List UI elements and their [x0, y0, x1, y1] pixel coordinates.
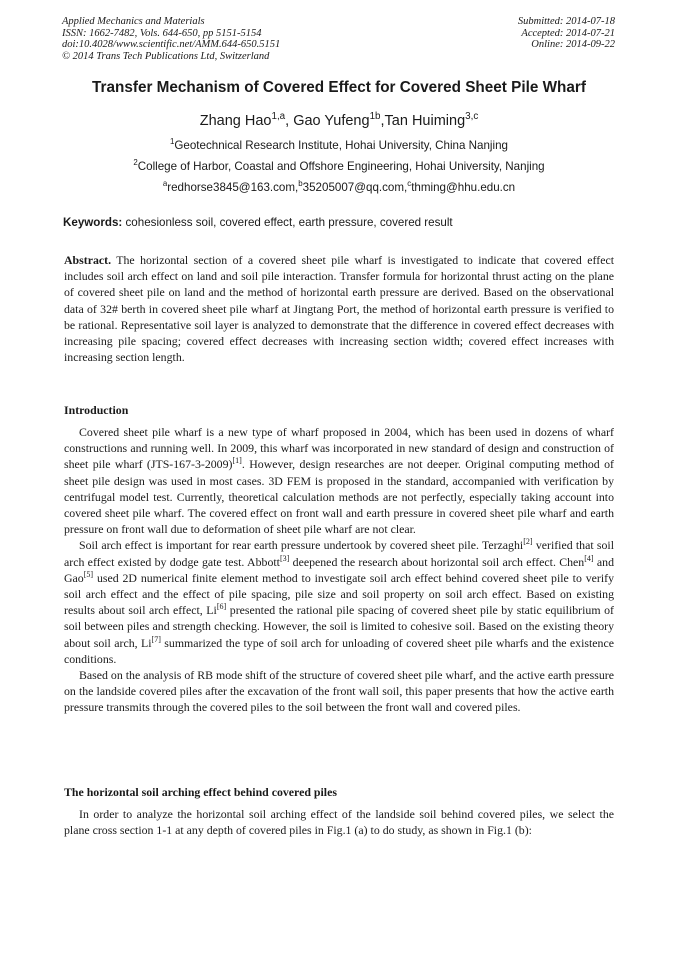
- affiliation-text: College of Harbor, Coastal and Offshore Engineering, Hohai University, Nanjing: [137, 160, 545, 173]
- citation-ref: [5]: [83, 569, 94, 579]
- author-name: Tan Huiming: [384, 113, 466, 129]
- affil-mark: 1: [170, 137, 175, 147]
- paragraph: In order to analyze the horizontal soil arching effect of the landside soil behind covered piles, we select the plane cross section 1-1 at any depth of covered piles in Fig.1 (a) to do study, as shown in Fig.1 (b):: [64, 807, 614, 838]
- doi-line: doi:10.4028/www.scientific.net/AMM.644-650.5151: [62, 39, 281, 51]
- affiliation-2: [30, 160, 648, 173]
- citation-ref: [1]: [232, 456, 242, 466]
- text-run: summarized the type of soil arch for unloading of covered sheet pile wharfs and the existence conditions.: [64, 635, 614, 666]
- issn-line: ISSN: 1662-7482, Vols. 644-650, pp 5151-5154: [62, 27, 262, 39]
- text-run: verified that soil arch effect existed by dodge gate test. Abbott: [64, 538, 614, 569]
- keywords-label: Keywords:: [63, 216, 123, 229]
- submission-dates: [518, 16, 615, 51]
- section-heading: The horizontal soil arching effect behind covered piles: [64, 785, 337, 799]
- journal-info: [62, 16, 280, 62]
- online-date: Online: 2014-09-22: [531, 39, 615, 51]
- text-run: presented the rational pile spacing of covered sheet pile by static equilibrium of soil between piles and strength checking. However, the soil is limited to cohesive soil. Based on the existing theory about soil arch, Li: [64, 603, 614, 650]
- author-affil-mark: 3,c: [465, 111, 479, 123]
- citation-ref: [4]: [584, 553, 594, 563]
- author-name: Zhang Hao: [199, 113, 272, 129]
- author-list: [40, 113, 638, 129]
- email-mark: c: [407, 179, 412, 189]
- abstract-paragraph: [64, 252, 614, 365]
- paragraph: [64, 424, 614, 537]
- introduction-section: [64, 424, 614, 716]
- email-mark: a: [162, 179, 168, 189]
- soil-arching-section: [64, 806, 614, 838]
- author-affil-mark: 1b: [369, 111, 381, 123]
- abstract-section: [64, 252, 614, 365]
- keywords-line: [63, 216, 453, 229]
- email-address: redhorse3845@163.com,: [167, 181, 299, 194]
- affiliation-text: Geotechnical Research Institute, Hohai University, China Nanjing: [174, 139, 508, 152]
- paragraph: Based on the analysis of RB mode shift of the structure of covered sheet pile wharf, and the active earth pressure on the landside covered piles after the excavation of the front wall soil, this paper presents that how the active earth pressure transmits through the covered piles to the soil between the front wall and covered piles.: [64, 668, 614, 715]
- introduction-heading: Introduction: [64, 403, 129, 417]
- affiliation-1: [30, 139, 648, 152]
- submitted-date: Submitted: 2014-07-18: [517, 16, 615, 27]
- author-separator: ,: [285, 113, 294, 129]
- keywords-text: cohesionless soil, covered effect, earth pressure, covered result: [122, 216, 453, 229]
- accepted-date: Accepted: 2014-07-21: [521, 27, 615, 39]
- text-run: deepened the research about horizontal soil arch effect. Chen: [289, 554, 585, 569]
- abstract-label: Abstract.: [64, 253, 112, 267]
- text-run: Soil arch effect is important for rear earth pressure undertook by covered sheet pile. Terzaghi: [79, 538, 524, 553]
- copyright-line: © 2014 Trans Tech Publications Ltd, Switzerland: [62, 50, 270, 62]
- text-run: and Gao: [64, 554, 615, 585]
- paragraph: [64, 537, 614, 667]
- author-affil-mark: 1,a: [271, 111, 286, 123]
- citation-ref: [6]: [216, 602, 227, 612]
- email-address: 35205007@qq.com,: [302, 181, 408, 194]
- citation-ref: [2]: [523, 537, 533, 547]
- paper-title: Transfer Mechanism of Covered Effect for Covered Sheet Pile Wharf: [92, 79, 586, 96]
- email-address: thming@hhu.edu.cn: [411, 181, 516, 194]
- abstract-text: The horizontal section of a covered sheet pile wharf is investigated to indicate that covered effect includes soil arch effect on land and soil pile interaction. Transfer formula for horizontal thrust acting on the plane of covered sheet pile on land and the method of horizontal earth pressure are derived. Based on the observational data of 32# berth in covered sheet pile wharf at Jingtang Port, the method of horizontal earth pressure is verified to be rational. Representative soil layer is analyzed to demonstrate that the difference in covered effect decreases with increasing pile spacing; covered effect decreases with increasing section width; covered effect increases with increasing section length.: [64, 253, 614, 365]
- citation-ref: [7]: [151, 634, 161, 644]
- text-run: Covered sheet pile wharf is a new type of wharf proposed in 2004, which has been used in dozens of wharf constructions and running well. In 2009, this wharf was incorporated in new standard of design and construction of sheet pile wharf (JTS-167-3-2009): [64, 425, 614, 472]
- text-run: . However, design researches are not deeper. Original computing method of sheet pile design was used in most cases. 3D FEM is proposed in the standard, accompanied with verification by centrifugal model test. Currently, theoretical calculation methods are not perfectly, especially taking account into covered sheet pile wharf. The covered effect on front wall and earth pressure in covered sheet pile wharf and earth pressure on front wall due to deformation of sheet pile wharf are not clear.: [64, 457, 614, 537]
- affil-mark: 2: [133, 158, 138, 168]
- email-mark: b: [298, 179, 303, 189]
- journal-name: Applied Mechanics and Materials: [62, 16, 205, 27]
- author-emails: [30, 181, 648, 194]
- author-name: Gao Yufeng: [293, 113, 370, 129]
- text-run: used 2D numerical finite element method to investigate soil arch effect behind covered sheet pile to verify soil arch effect and the effect of pile spacing, pile size and soil property on soil arch effect. Based on existing results about soil arch effect, Li: [64, 570, 614, 618]
- citation-ref: [3]: [279, 553, 290, 563]
- author-separator: ,: [380, 113, 385, 129]
